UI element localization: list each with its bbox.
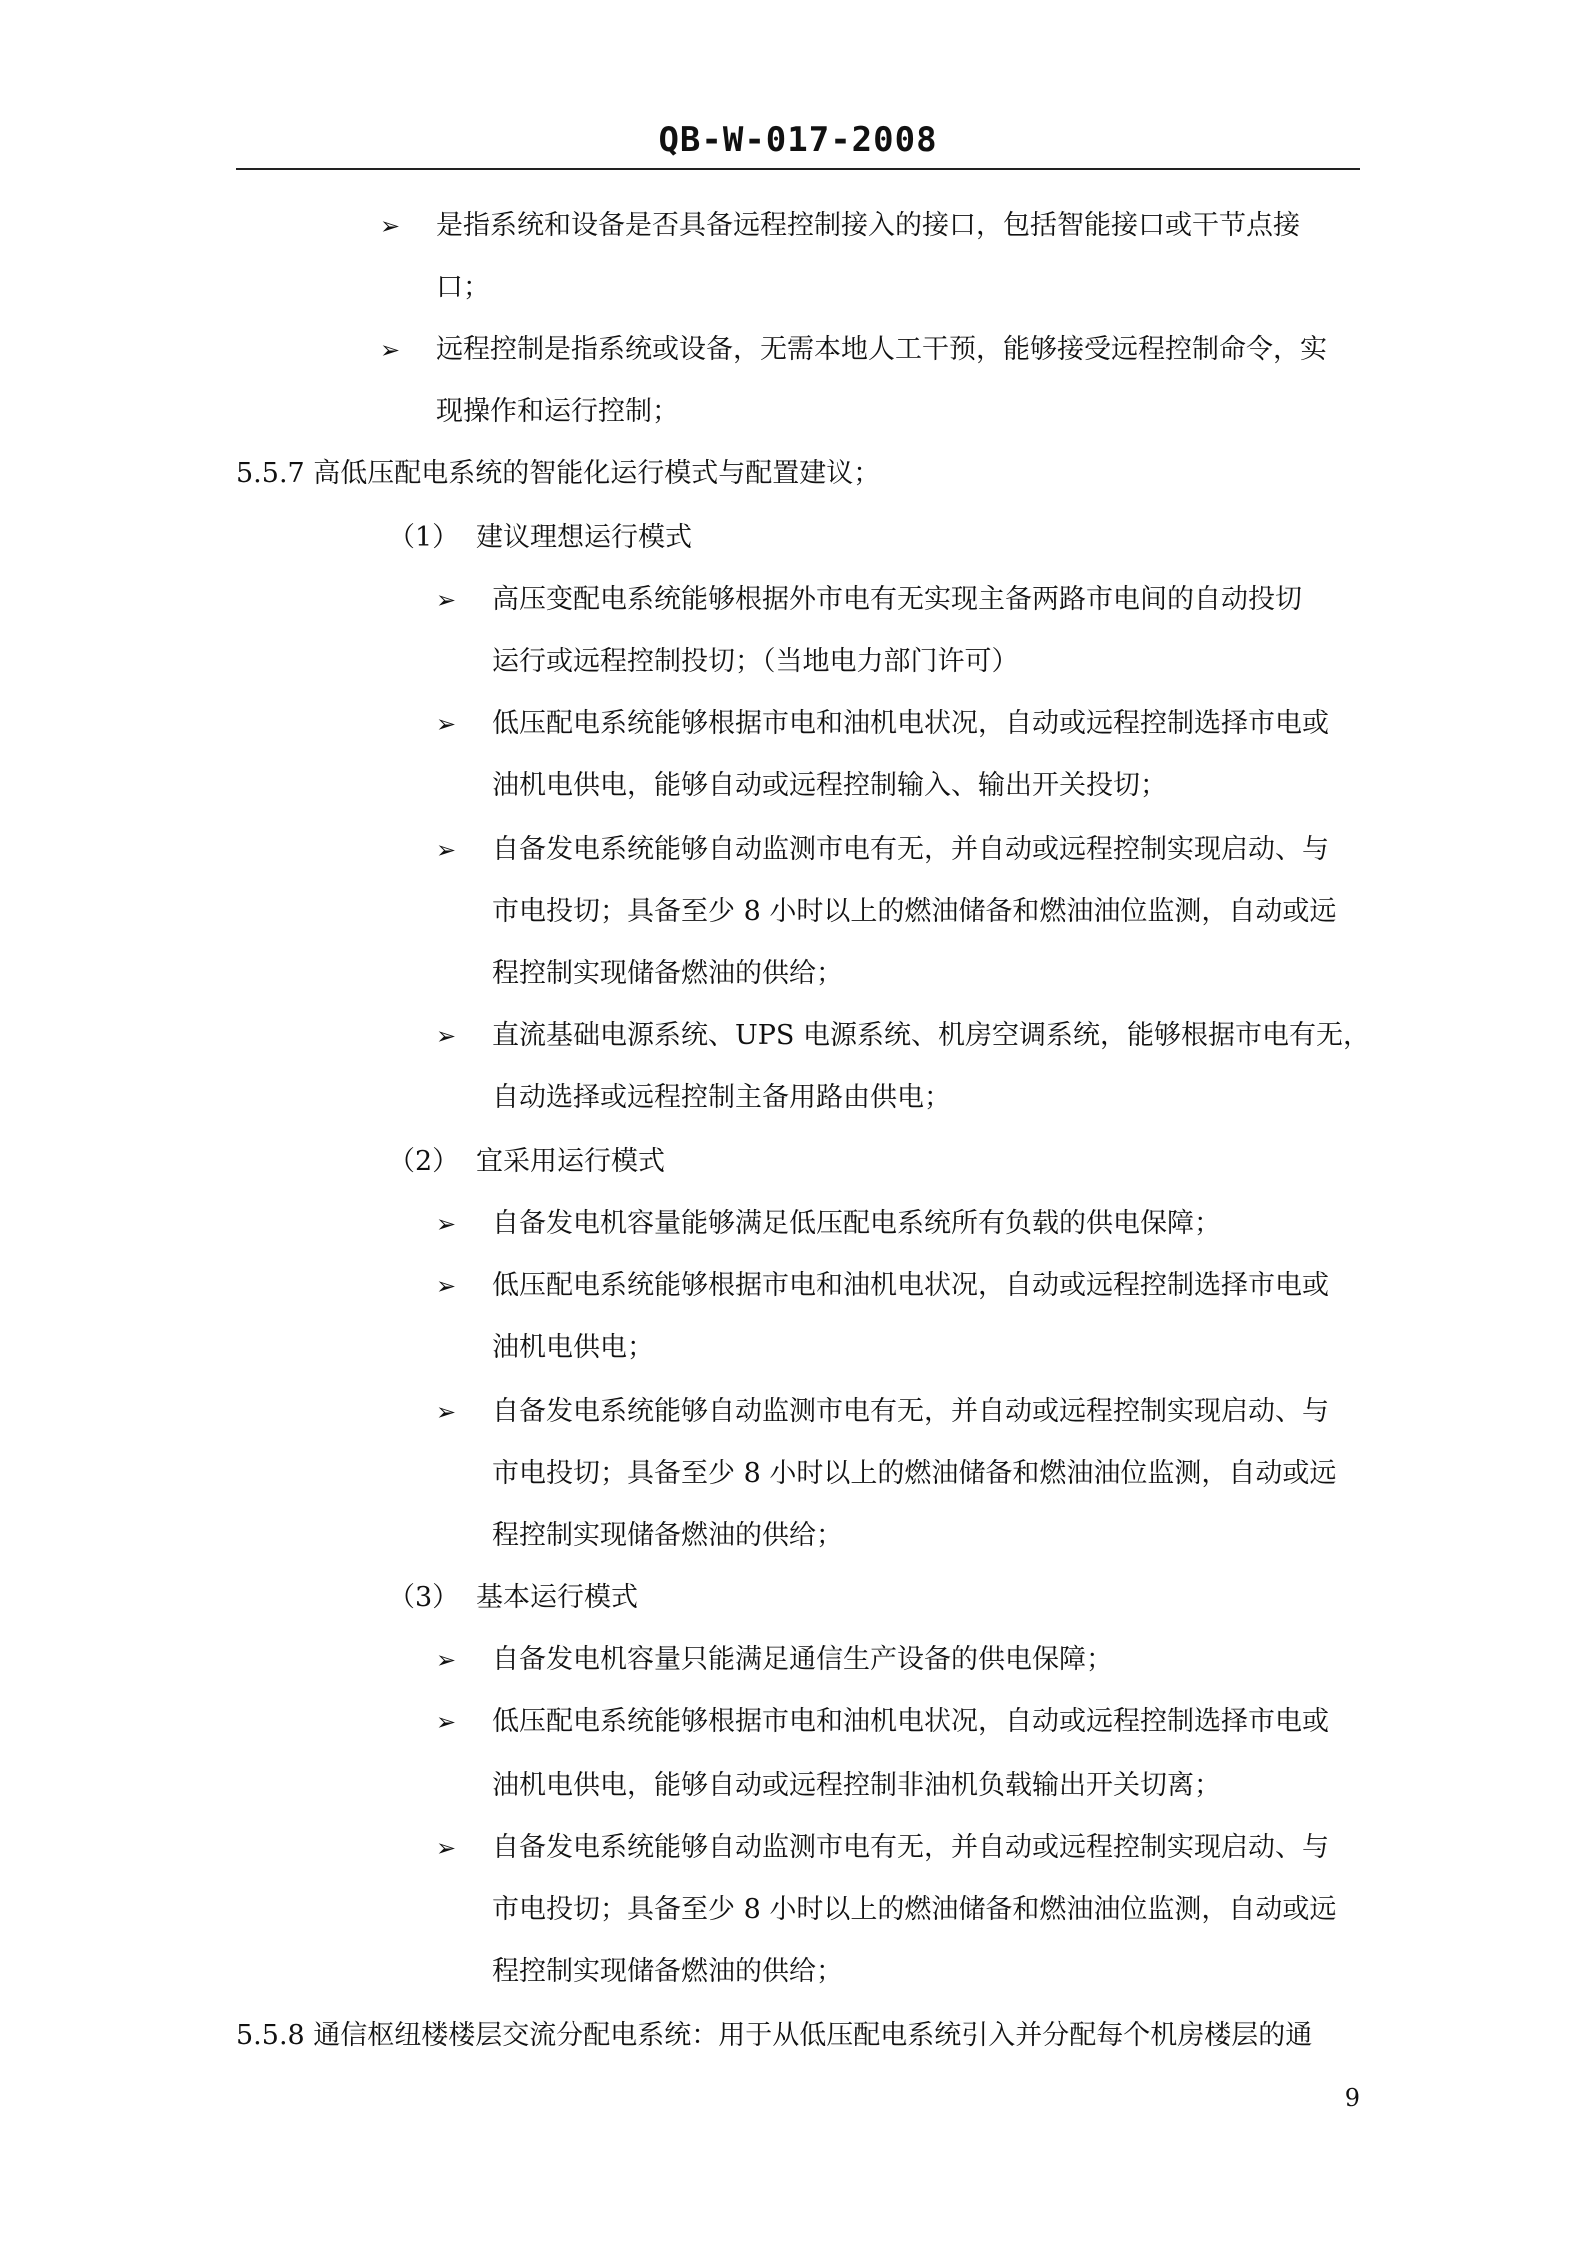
header-divider [236,168,1360,170]
bullet-text: 直流基础电源系统、UPS 电源系统、机房空调系统，能够根据市电有无， [492,1020,1370,1051]
bullet-text-continuation: 程控制实现储备燃油的供给； [492,958,843,989]
subsection-title: 基本运行模式 [476,1582,638,1613]
subsection-number: （2） [388,1146,460,1177]
bullet-text-continuation: 现操作和运行控制； [436,396,679,427]
bullet-text: 低压配电系统能够根据市电和油机电状况，自动或远程控制选择市电或 [492,1270,1329,1301]
subsection-title: 宜采用运行模式 [476,1146,665,1177]
bullet-arrow-icon: ➢ [436,1834,457,1862]
bullet-text-continuation: 油机电供电，能够自动或远程控制输入、输出开关投切； [492,770,1167,801]
document-code-header: QB-W-017-2008 [658,120,938,160]
bullet-arrow-icon: ➢ [436,836,457,864]
subsection-title: 建议理想运行模式 [476,522,692,553]
bullet-arrow-icon: ➢ [380,336,401,364]
bullet-text-continuation: 程控制实现储备燃油的供给； [492,1520,843,1551]
bullet-text: 低压配电系统能够根据市电和油机电状况，自动或远程控制选择市电或 [492,1706,1329,1737]
bullet-text-continuation: 口； [436,272,490,303]
bullet-text-continuation: 市电投切；具备至少 8 小时以上的燃油储备和燃油油位监测，自动或远 [492,1458,1337,1489]
bullet-text: 自备发电机容量只能满足通信生产设备的供电保障； [492,1644,1113,1675]
bullet-arrow-icon: ➢ [436,1022,457,1050]
bullet-text: 自备发电机容量能够满足低压配电系统所有负载的供电保障； [492,1208,1221,1239]
subsection-number: （3） [388,1582,460,1613]
bullet-arrow-icon: ➢ [436,710,457,738]
bullet-text-continuation: 程控制实现储备燃油的供给； [492,1956,843,1987]
bullet-text: 自备发电系统能够自动监测市电有无，并自动或远程控制实现启动、与 [492,1832,1329,1863]
bullet-text-continuation: 市电投切；具备至少 8 小时以上的燃油储备和燃油油位监测，自动或远 [492,1894,1337,1925]
bullet-text-continuation: 油机电供电，能够自动或远程控制非油机负载输出开关切离； [492,1770,1221,1801]
bullet-text: 低压配电系统能够根据市电和油机电状况，自动或远程控制选择市电或 [492,708,1329,739]
bullet-text-continuation: 运行或远程控制投切；（当地电力部门许可） [492,646,1019,677]
bullet-text: 高压变配电系统能够根据外市电有无实现主备两路市电间的自动投切 [492,584,1302,615]
bullet-text: 自备发电系统能够自动监测市电有无，并自动或远程控制实现启动、与 [492,1396,1329,1427]
bullet-arrow-icon: ➢ [436,1398,457,1426]
bullet-text: 自备发电系统能够自动监测市电有无，并自动或远程控制实现启动、与 [492,834,1329,865]
bullet-arrow-icon: ➢ [436,1646,457,1674]
bullet-arrow-icon: ➢ [436,1708,457,1736]
bullet-arrow-icon: ➢ [436,1210,457,1238]
subsection-number: （1） [388,522,460,553]
section-heading-5-5-7: 5.5.7 高低压配电系统的智能化运行模式与配置建议； [236,458,881,489]
bullet-text-continuation: 市电投切；具备至少 8 小时以上的燃油储备和燃油油位监测，自动或远 [492,896,1337,927]
page-number: 9 [1344,2084,1360,2112]
bullet-text: 远程控制是指系统或设备，无需本地人工干预，能够接受远程控制命令，实 [436,334,1327,365]
bullet-arrow-icon: ➢ [380,212,401,240]
bullet-arrow-icon: ➢ [436,586,457,614]
section-heading-5-5-8: 5.5.8 通信枢纽楼楼层交流分配电系统：用于从低压配电系统引入并分配每个机房楼层的通 [236,2020,1313,2051]
bullet-text-continuation: 自动选择或远程控制主备用路由供电； [492,1082,951,1113]
bullet-text-continuation: 油机电供电； [492,1332,654,1363]
bullet-arrow-icon: ➢ [436,1272,457,1300]
bullet-text: 是指系统和设备是否具备远程控制接入的接口，包括智能接口或干节点接 [436,210,1300,241]
